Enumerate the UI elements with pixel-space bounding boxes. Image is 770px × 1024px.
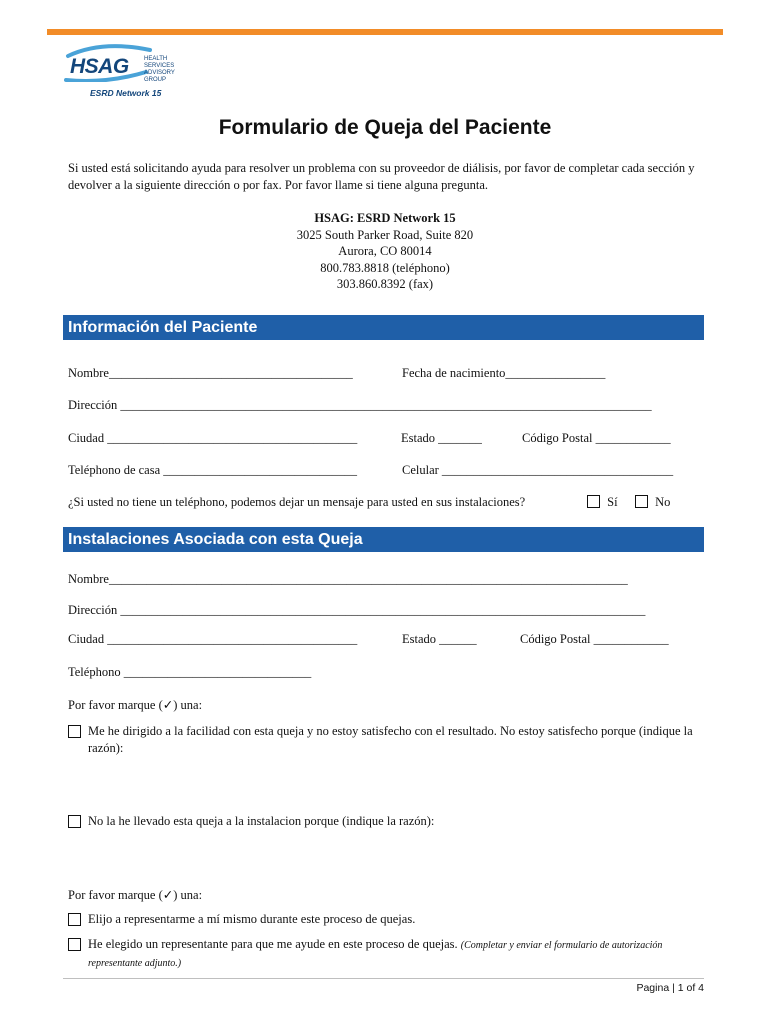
- facility-phone-field[interactable]: Teléphono ______________________________: [68, 665, 312, 679]
- contacted-facility-checkbox[interactable]: [68, 725, 81, 738]
- self-represent-label: Elijo a representarme a mí mismo durante este proceso de quejas.: [88, 912, 416, 926]
- no-label: No: [655, 495, 671, 509]
- facility-state-field[interactable]: Estado ______: [402, 632, 477, 646]
- option-not-contacted-facility: [68, 813, 704, 830]
- facility-address-field[interactable]: Dirección ____________________________________________________________________________________: [68, 603, 646, 617]
- no-checkbox[interactable]: [635, 495, 648, 508]
- representative-note: (Completar y enviar el formulario de autorización representante adjunto.): [88, 940, 663, 969]
- patient-home-phone-field[interactable]: Teléphono de casa _______________________________: [68, 463, 358, 477]
- facility-section-header: Instalaciones Asociada con esta Queja: [63, 527, 704, 552]
- address-street: 3025 South Parker Road, Suite 820: [296, 227, 474, 242]
- message-yes-option: [587, 495, 618, 510]
- patient-dob-field[interactable]: Fecha de nacimiento________________: [402, 366, 606, 380]
- option-self-represent: [68, 911, 704, 928]
- logo-wordmark: HSAG: [70, 55, 129, 78]
- address-fax: 303.860.8392 (fax): [336, 277, 434, 291]
- patient-city-field[interactable]: Ciudad ________________________________________: [68, 431, 358, 445]
- facility-city-field[interactable]: Ciudad ________________________________________: [68, 632, 358, 646]
- self-represent-checkbox[interactable]: [68, 913, 81, 926]
- yes-checkbox[interactable]: [587, 495, 600, 508]
- option-representative: [68, 936, 704, 972]
- facility-name-field[interactable]: Nombre___________________________________________________________________________________: [68, 572, 628, 586]
- top-accent-bar: [47, 29, 723, 35]
- message-no-option: [635, 495, 670, 510]
- mailing-address: [0, 210, 770, 293]
- page-number: Pagina | 1 of 4: [636, 982, 704, 994]
- representative-text: [68, 936, 704, 972]
- not-contacted-facility-label: No la he llevado esta queja a la instalacion porque (indique la razón):: [88, 814, 435, 828]
- footer-divider: [63, 978, 704, 979]
- logo-network: ESRD Network 15: [90, 88, 162, 98]
- patient-name-field[interactable]: Nombre_______________________________________: [68, 366, 353, 380]
- address-city: Aurora, CO 80014: [338, 244, 432, 258]
- patient-section-header: Información del Paciente: [63, 315, 704, 340]
- message-question: [68, 495, 525, 510]
- yes-label: Sí: [607, 495, 618, 509]
- patient-address-field[interactable]: Dirección _____________________________________________________________________________________: [68, 398, 652, 412]
- logo-subtitle: HEALTH SERVICES ADVISORY GROUP: [144, 56, 175, 83]
- mark-prompt-1: Por favor marque (✓) una:: [68, 698, 203, 712]
- facility-zip-field[interactable]: Código Postal ____________: [520, 632, 669, 646]
- patient-cell-field[interactable]: Celular _____________________________________: [402, 463, 674, 477]
- hsag-logo: [62, 42, 192, 104]
- address-phone: 800.783.8818 (teléphono): [320, 260, 450, 275]
- not-contacted-facility-checkbox[interactable]: [68, 815, 81, 828]
- intro-paragraph: Si usted está solicitando ayuda para resolver un problema con su proveedor de diálisis, por favor de completar cada sección y devolver a la siguiente dirección o por fax. Por favor llame si tiene alguna pregunta.: [68, 161, 695, 192]
- message-question-text: ¿Si usted no tiene un teléphono, podemos dejar un mensaje para usted en sus instalaciones?: [68, 495, 526, 509]
- patient-zip-field[interactable]: Código Postal ____________: [522, 431, 671, 445]
- mark-prompt-2: Por favor marque (✓) una:: [68, 888, 203, 902]
- page-title: Formulario de Queja del Paciente: [218, 116, 552, 139]
- patient-state-field[interactable]: Estado _______: [401, 431, 482, 445]
- representative-label: He elegido un representante para que me ayude en este proceso de quejas.: [88, 937, 458, 951]
- address-org: HSAG: ESRD Network 15: [314, 211, 456, 225]
- representative-checkbox[interactable]: [68, 938, 81, 951]
- option-contacted-facility: [68, 723, 704, 757]
- contacted-facility-label: Me he dirigido a la facilidad con esta queja y no estoy satisfecho con el resultado. No estoy satisfecho porque (indique la razón):: [88, 724, 693, 755]
